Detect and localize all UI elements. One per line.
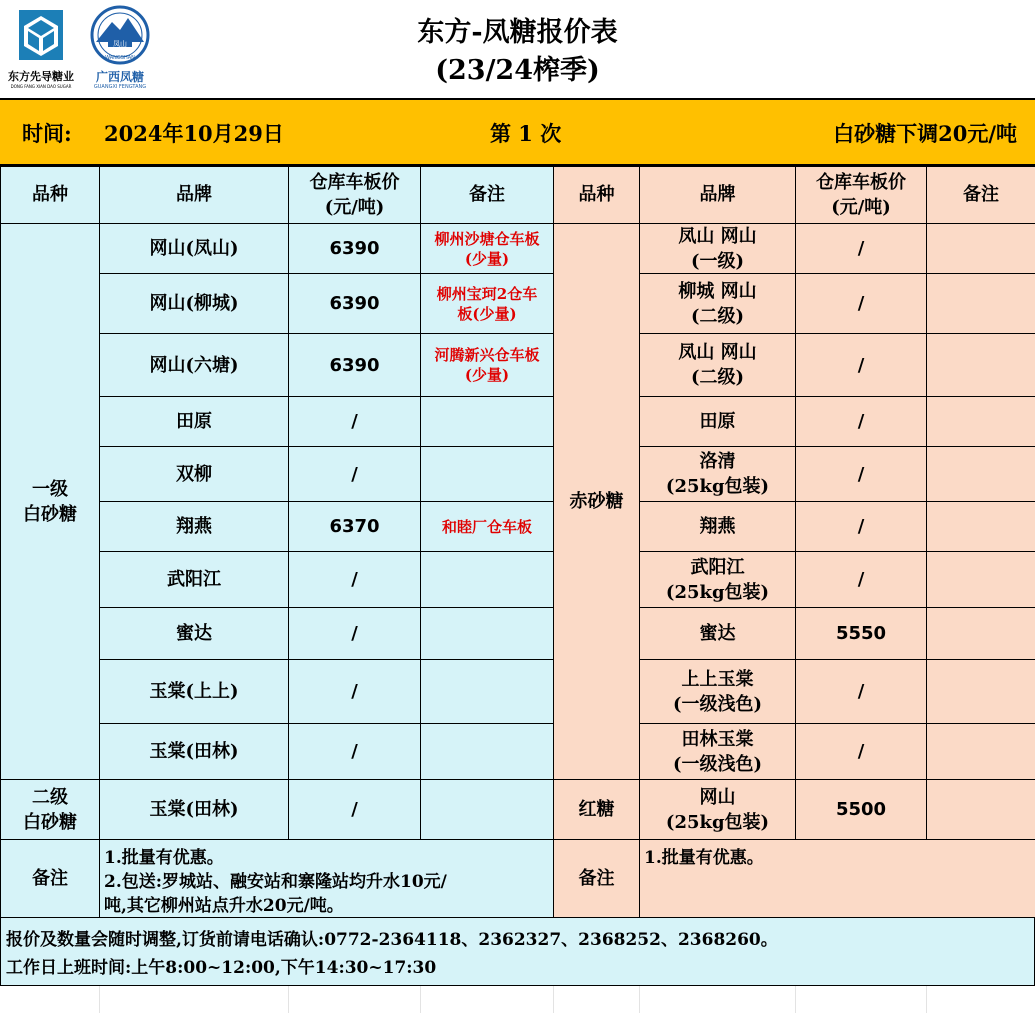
- header-variety: 品种: [1, 166, 100, 224]
- header-price: 仓库车板价 (元/吨): [289, 166, 421, 224]
- price-cell-right: /: [796, 502, 927, 552]
- header-brand: 品牌: [100, 166, 289, 224]
- brand-cell: 玉棠(上上): [100, 660, 289, 724]
- price-cell: /: [289, 447, 421, 502]
- price-cell-right: 5550: [796, 608, 927, 660]
- price-cell: /: [289, 397, 421, 447]
- remark-cell-right: [927, 502, 1035, 552]
- remark-cell: [421, 397, 554, 447]
- brand-cell: 蜜达: [100, 608, 289, 660]
- remark-cell-right: [927, 608, 1035, 660]
- price-cell: /: [289, 552, 421, 608]
- remark-cell-right: [927, 224, 1035, 274]
- variety-cell: 二级 白砂糖: [1, 780, 100, 840]
- price-cell-right: /: [796, 724, 927, 780]
- remark-cell-right: [927, 274, 1035, 334]
- price-cell: 6390: [289, 334, 421, 397]
- header: [0, 0, 1035, 98]
- brand-cell-right: 蜜达: [640, 608, 796, 660]
- header-brand-right: 品牌: [640, 166, 796, 224]
- remark-cell-right: [927, 660, 1035, 724]
- quote-round: 第 1 次: [490, 121, 562, 146]
- brand-cell-right: 洛清 (25kg包装): [640, 447, 796, 502]
- brand-cell-right: 网山 (25kg包装): [640, 780, 796, 840]
- remark-cell: 和睦厂仓车板: [421, 502, 554, 552]
- remark-cell: [421, 608, 554, 660]
- time-label: 时间:: [22, 121, 72, 146]
- brand-cell-right: 凤山 网山 (一级): [640, 224, 796, 274]
- empty-grid-row: [0, 986, 1035, 1013]
- variety-cell: 一级 白砂糖: [1, 224, 100, 780]
- price-cell: /: [289, 660, 421, 724]
- dongfang-logo-en: DONG FANG XIAN DAO SUGAR: [10, 84, 72, 89]
- brand-cell: 田原: [100, 397, 289, 447]
- dongfang-logo-text: 东方先导糖业: [8, 70, 74, 83]
- remark-cell: [421, 780, 554, 840]
- price-cell-right: /: [796, 552, 927, 608]
- fengtang-logo-en: GUANGXI FENGTANG: [93, 84, 147, 90]
- notes-right: 1.批量有优惠。: [640, 840, 1035, 918]
- fengtang-seal-ring: WANGSHAN: [105, 55, 135, 61]
- brand-cell: 武阳江: [100, 552, 289, 608]
- variety-cell-right: 红糖: [554, 780, 640, 840]
- fengtang-logo-text: 广西凤糖: [95, 70, 144, 84]
- brand-cell-right: 田林玉棠 (一级浅色): [640, 724, 796, 780]
- notes-label-right: 备注: [554, 840, 640, 918]
- remark-cell-right: [927, 724, 1035, 780]
- price-cell-right: 5500: [796, 780, 927, 840]
- remark-cell: [421, 660, 554, 724]
- brand-cell: 双柳: [100, 447, 289, 502]
- price-cell-right: /: [796, 447, 927, 502]
- price-cell-right: /: [796, 274, 927, 334]
- brand-cell: 网山(柳城): [100, 274, 289, 334]
- price-cell-right: /: [796, 334, 927, 397]
- brand-cell-right: 翔燕: [640, 502, 796, 552]
- price-cell-right: /: [796, 397, 927, 447]
- remark-cell-right: [927, 334, 1035, 397]
- price-cell: 6370: [289, 502, 421, 552]
- footer-hours: 工作日上班时间:上午8:00~12:00,下午14:30~17:30: [6, 958, 437, 978]
- brand-cell-right: 凤山 网山 (二级): [640, 334, 796, 397]
- brand-cell: 网山(六塘): [100, 334, 289, 397]
- remark-cell: [421, 724, 554, 780]
- header-remark-right: 备注: [927, 166, 1035, 224]
- dongfang-cube-icon: [2, 6, 80, 66]
- fengtang-logo: [82, 4, 158, 94]
- price-cell: /: [289, 780, 421, 840]
- remark-cell: [421, 447, 554, 502]
- brand-cell: 玉棠(田林): [100, 724, 289, 780]
- price-notice: 白砂糖下调20元/吨: [833, 121, 1017, 146]
- footer: [0, 918, 1035, 986]
- fengtang-seal-badge: 凤山: [113, 40, 127, 48]
- brand-cell-right: 武阳江 (25kg包装): [640, 552, 796, 608]
- price-cell: 6390: [289, 274, 421, 334]
- header-variety-right: 品种: [554, 166, 640, 224]
- remark-cell-right: [927, 447, 1035, 502]
- notes-left: 1.批量有优惠。 2.包送:罗城站、融安站和寨隆站均升水10元/ 吨,其它柳州站点升水20元/吨。: [100, 840, 554, 918]
- variety-cell-right: 赤砂糖: [554, 224, 640, 780]
- brand-cell: 玉棠(田林): [100, 780, 289, 840]
- quote-date: 2024年10月29日: [104, 121, 284, 146]
- page-title: 东方-凤糖报价表: [417, 17, 618, 48]
- fengtang-seal-icon: [82, 4, 158, 66]
- price-cell-right: /: [796, 224, 927, 274]
- brand-cell-right: 上上玉棠 (一级浅色): [640, 660, 796, 724]
- notes-label: 备注: [1, 840, 100, 918]
- remark-cell-right: [927, 397, 1035, 447]
- price-table: [0, 166, 1035, 918]
- price-cell: 6390: [289, 224, 421, 274]
- remark-cell: 河腾新兴仓车板 (少量): [421, 334, 554, 397]
- brand-cell: 翔燕: [100, 502, 289, 552]
- brand-cell-right: 田原: [640, 397, 796, 447]
- remark-cell: [421, 552, 554, 608]
- brand-cell-right: 柳城 网山 (二级): [640, 274, 796, 334]
- remark-cell: 柳州宝珂2仓车 板(少量): [421, 274, 554, 334]
- remark-cell-right: [927, 552, 1035, 608]
- price-cell: /: [289, 724, 421, 780]
- price-cell: /: [289, 608, 421, 660]
- dongfang-logo: [2, 6, 80, 94]
- page-subtitle: (23/24榨季): [435, 55, 600, 86]
- header-remark: 备注: [421, 166, 554, 224]
- time-bar: [0, 98, 1035, 166]
- remark-cell-right: [927, 780, 1035, 840]
- header-price-right: 仓库车板价 (元/吨): [796, 166, 927, 224]
- brand-cell: 网山(凤山): [100, 224, 289, 274]
- footer-contact: 报价及数量会随时调整,订货前请电话确认:0772-2364118、2362327、2368252、2368260。: [6, 930, 778, 950]
- remark-cell: 柳州沙塘仓车板 (少量): [421, 224, 554, 274]
- price-cell-right: /: [796, 660, 927, 724]
